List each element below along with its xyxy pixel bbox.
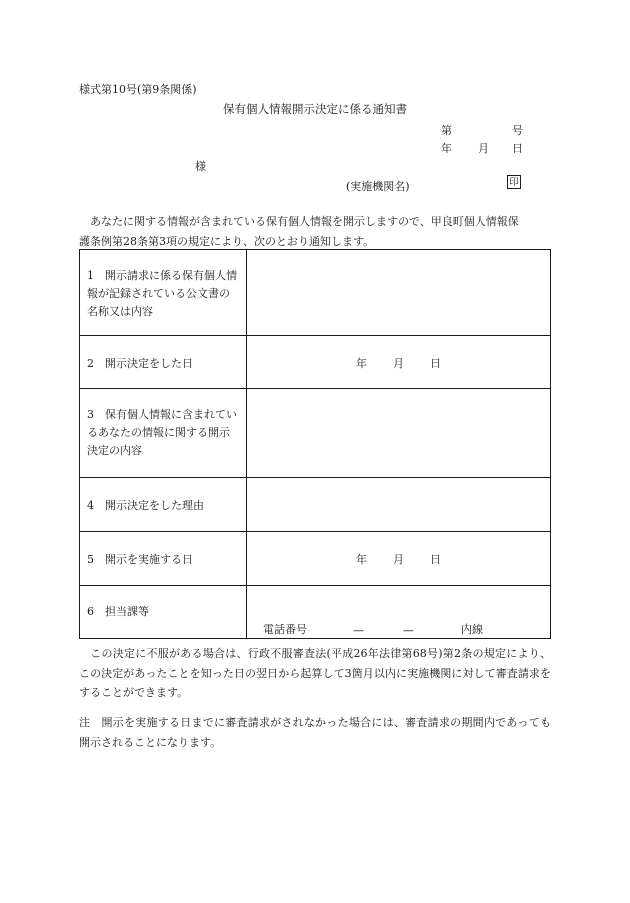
table-row (80, 336, 551, 389)
issue-date-year: 年 (441, 142, 452, 155)
disclosure-date-year: 年 (356, 553, 367, 566)
decision-date-year: 年 (356, 357, 367, 370)
phone-dash-1: — (353, 624, 364, 637)
addressee-suffix: 様 (195, 160, 206, 173)
row-label-department: 6 担当課等 (87, 605, 149, 618)
row-value-disclosure-date (247, 532, 551, 586)
intro-line-2: 護条例第28条第3項の規定により、次のとおり通知します。 (79, 234, 375, 248)
seal-icon: 印 (507, 175, 521, 189)
disclosure-date-month: 月 (393, 553, 404, 566)
row-value-decision-date (247, 336, 551, 389)
table-row (80, 532, 551, 586)
row-value-decision-reason (247, 478, 551, 532)
intro-paragraph (79, 212, 551, 251)
footnote: 注 開示を実施する日までに審査請求がされなかった場合には、審査請求の期間内であっても開示されることになります。 (79, 716, 551, 749)
phone-extension-label: 内線 (461, 623, 483, 636)
document-title: 保有個人情報開示決定に係る通知書 (223, 102, 407, 116)
issue-date-day: 日 (512, 142, 523, 155)
row-value-department (247, 586, 551, 639)
intro-line-1: あなたに関する情報が含まれている保有個人情報を開示しますので、甲良町個人情報保 (79, 215, 519, 228)
form-number: 様式第10号(第9条関係) (79, 83, 197, 96)
row-value-document (247, 250, 551, 336)
notice-table (79, 249, 551, 639)
row-label-decision-date: 2 開示決定をした日 (87, 357, 193, 370)
number-suffix: 号 (512, 124, 523, 137)
appeal-notice: この決定に不服がある場合は、行政不服審査法(平成26年法律第68号)第2条の規定により、この決定があったことを知った日の翌日から起算して3箇月以内に実施機関に対して審査請求をすることができます。 (79, 647, 551, 699)
number-prefix: 第 (441, 124, 452, 137)
decision-date-day: 日 (430, 357, 441, 370)
disclosure-date-day: 日 (430, 553, 441, 566)
agency-name-label: (実施機関名) (346, 180, 410, 193)
issue-date-month: 月 (478, 142, 489, 155)
phone-dash-2: — (403, 624, 414, 637)
row-value-decision-content (247, 389, 551, 478)
table-row (80, 586, 551, 639)
table-row (80, 478, 551, 532)
table-row (80, 389, 551, 478)
row-label-document: 1 開示請求に係る保有個人情報が記録されている公文書の名称又は内容 (87, 269, 237, 318)
row-label-disclosure-date: 5 開示を実施する日 (87, 553, 193, 566)
row-label-decision-reason: 4 開示決定をした理由 (87, 499, 204, 512)
phone-label: 電話番号 (263, 623, 307, 636)
table-row (80, 250, 551, 336)
decision-date-month: 月 (393, 357, 404, 370)
row-label-decision-content: 3 保有個人情報に含まれているあなたの情報に関する開示決定の内容 (87, 408, 237, 457)
